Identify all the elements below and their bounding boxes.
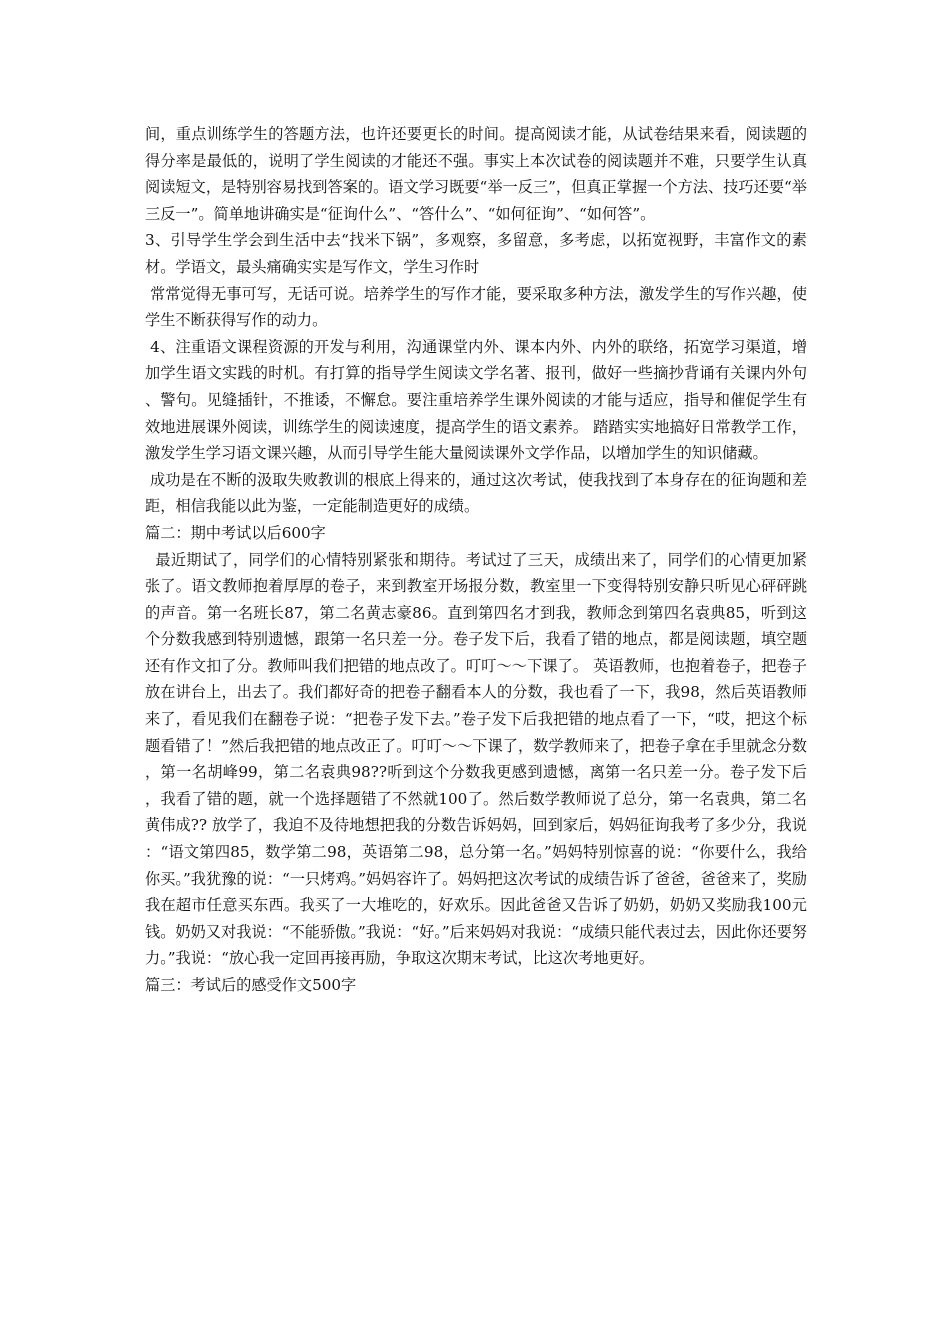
heading-part-3: 篇三：考试后的感受作文500字 xyxy=(145,976,357,994)
paragraph-reading-skills: 间，重点训练学生的答题方法，也许还要更长的时间。提高阅读才能，从试卷结果来看，阅读题的得分率是最低的，说明了学生阅读的才能还不强。事实上本次试卷的阅读题并不难，只要学生认真阅读短文，是特别容易找到答案的。语文学习既要“举一反三”，但真正掌握一个方法、技巧还要“举三反一”。简单地讲确实是“征询什么”、“答什么”、“如何征询”、“如何答”。 xyxy=(145,125,807,223)
paragraph-part-2-body: 最近期试了，同学们的心情特别紧张和期待。考试过了三天，成绩出来了，同学们的心情更加紧张了。语文教师抱着厚厚的卷子，来到教室开场报分数，教室里一下变得特别安静只听见心砰砰跳的声音。第一名班长87，第二名黄志豪86。直到第四名才到我，教师念到第四名袁典85，听到这个分数我感到特别遗憾，跟第一名只差一分。卷子发下后，我看了错的地点，都是阅读题，填空题还有作文扣了分。教师叫我们把错的地点改了。叮叮～～下课了。 英语教师，也抱着卷子，把卷子放在讲台上，出去了。我们都好奇的把卷子翻看本人的分数，我也看了一下，我98，然后英语教师来了，看见我们在翻卷子说：“把卷子发下去。”卷子发下后我把错的地点看了一下，“哎，把这个标题看错了！”然后我把错的地点改正了。叮叮～～下课了，数学教师来了，把卷子拿在手里就念分数，第一名胡峰99，第二名袁典98??听到这个分数我更感到遗憾，离第一名只差一分。卷子发下后，我看了错的题，就一个选择题错了不然就100了。然后数学教师说了总分，第一名袁典，第二名黄伟成?? 放学了，我迫不及待地想把我的分数告诉妈妈，回到家后，妈妈征询我考了多少分，我说：“语文第四85，数学第二98，英语第二98，总分第一名。”妈妈特别惊喜的说：“你要什么，我给你买。”我犹豫的说：“一只烤鸡。”妈妈容许了。妈妈把这次考试的成绩告诉了爸爸，爸爸来了，奖励我在超市任意买东西。我买了一大堆吃的，好欢乐。因此爸爸又告诉了奶奶，奶奶又奖励我100元钱。奶奶又对我说：“不能骄傲。”我说：“好。”后来妈妈对我说：“成绩只能代表过去，因此你还要努力。”我说：“放心我一定回再接再励，争取这次期末考试，比这次考地更好。 xyxy=(145,550,808,968)
heading-part-2: 篇二：期中考试以后600字 xyxy=(145,523,326,542)
paragraph-writing-interest: 常常觉得无事可写，无话可说。培养学生的写作才能，要采取多种方法，激发学生的写作兴趣，使学生不断获得写作的动力。 xyxy=(145,284,808,330)
document-body xyxy=(145,121,807,999)
paragraph-conclusion: 成功是在不断的汲取失败教训的根底上得来的，通过这次考试，使我找到了本身存在的征询题和差距，相信我能以此为鉴，一定能制造更好的成绩。 xyxy=(145,470,808,516)
paragraph-point-4: 4、注重语文课程资源的开发与利用，沟通课堂内外、课本内外、内外的联络，拓宽学习渠道，增加学生语文实践的时机。有打算的指导学生阅读文学名著、报刊，做好一些摘抄背诵有关课内外句、警句。见缝插针，不推诿，不懈怠。要注重培养学生课外阅读的才能与适应，指导和催促学生有效地进展课外阅读，训练学生的阅读速度，提高学生的语文素养。 踏踏实实地搞好日常教学工作，激发学生学习语文课兴趣，从而引导学生能大量阅读课外文学作品，以增加学生的知识储藏。 xyxy=(145,337,808,463)
paragraph-point-3: 3、引导学生学会到生活中去“找米下锅”，多观察，多留意，多考虑，以拓宽视野，丰富作文的素材。学语文，最头痛确实实是写作文，学生习作时 xyxy=(145,231,807,276)
